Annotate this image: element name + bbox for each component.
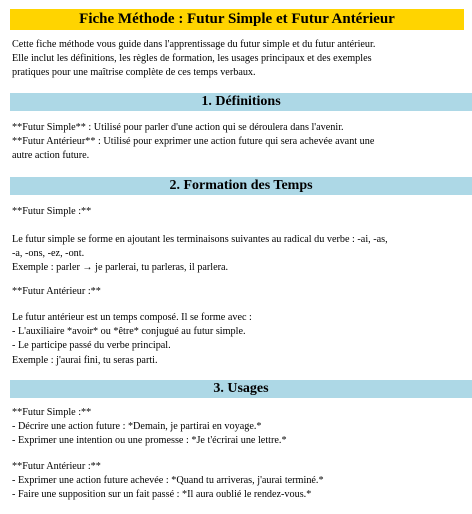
formation-line: - L'auxiliaire *avoir* ou *être* conjugué au futur simple.	[12, 326, 246, 338]
usages-line: - Faire une supposition sur un fait passé : *Il aura oublié le rendez-vous.*	[12, 489, 312, 501]
formation-line: **Futur Antérieur :**	[12, 286, 101, 297]
formation-line: **Futur Simple :**	[12, 206, 92, 217]
intro-line: Cette fiche méthode vous guide dans l'apprentissage du futur simple et du futur antérieur.	[12, 39, 376, 50]
futur-simple-formation-paragraph	[12, 233, 462, 276]
section-heading-formation: 2. Formation des Temps	[10, 177, 472, 195]
document-title: Fiche Méthode : Futur Simple et Futur Antérieur	[10, 9, 464, 30]
futur-anterieur-formation-paragraph	[12, 311, 462, 368]
formation-line: Exemple : j'aurai fini, tu seras parti.	[12, 354, 158, 366]
usages-line: **Futur Antérieur :**	[12, 461, 101, 472]
usages-line: **Futur Simple :**	[12, 407, 92, 418]
usages-line: - Décrire une action future : *Demain, je partirai en voyage.*	[12, 421, 262, 433]
formation-line: Le futur antérieur est un temps composé. Il se forme avec :	[12, 312, 252, 323]
formation-line: -a, -ons, -ez, -ont.	[12, 248, 85, 260]
definitions-line: **Futur Antérieur** : Utilisé pour exprimer une action future qui sera achevée avant une	[12, 136, 375, 148]
formation-subheading	[12, 205, 462, 219]
formation-line: Exemple : parler → je parlerai, tu parleras, il parlera.	[12, 262, 229, 274]
usages-futur-simple-paragraph	[12, 406, 462, 449]
usages-line: - Exprimer une intention ou une promesse : *Je t'écrirai une lettre.*	[12, 435, 287, 447]
section-heading-definitions: 1. Définitions	[10, 93, 472, 111]
definitions-line: **Futur Simple** : Utilisé pour parler d'une action qui se déroulera dans l'avenir.	[12, 122, 344, 133]
formation-subheading	[12, 285, 462, 299]
formation-line: Le futur simple se forme en ajoutant les terminaisons suivantes au radical du verbe : -ai, -as,	[12, 234, 388, 245]
section-heading-usages: 3. Usages	[10, 380, 472, 398]
formation-line: - Le participe passé du verbe principal.	[12, 340, 171, 352]
definitions-paragraph	[12, 121, 462, 164]
usages-futur-anterieur-paragraph	[12, 460, 462, 503]
intro-paragraph	[12, 38, 462, 81]
definitions-line: autre action future.	[12, 150, 90, 162]
intro-line: pratiques pour une maîtrise complète de ces temps verbaux.	[12, 67, 256, 79]
usages-line: - Exprimer une action future achevée : *Quand tu arriveras, j'aurai terminé.*	[12, 475, 324, 487]
intro-line: Elle inclut les définitions, les règles de formation, les usages principaux et des exemples	[12, 53, 372, 65]
